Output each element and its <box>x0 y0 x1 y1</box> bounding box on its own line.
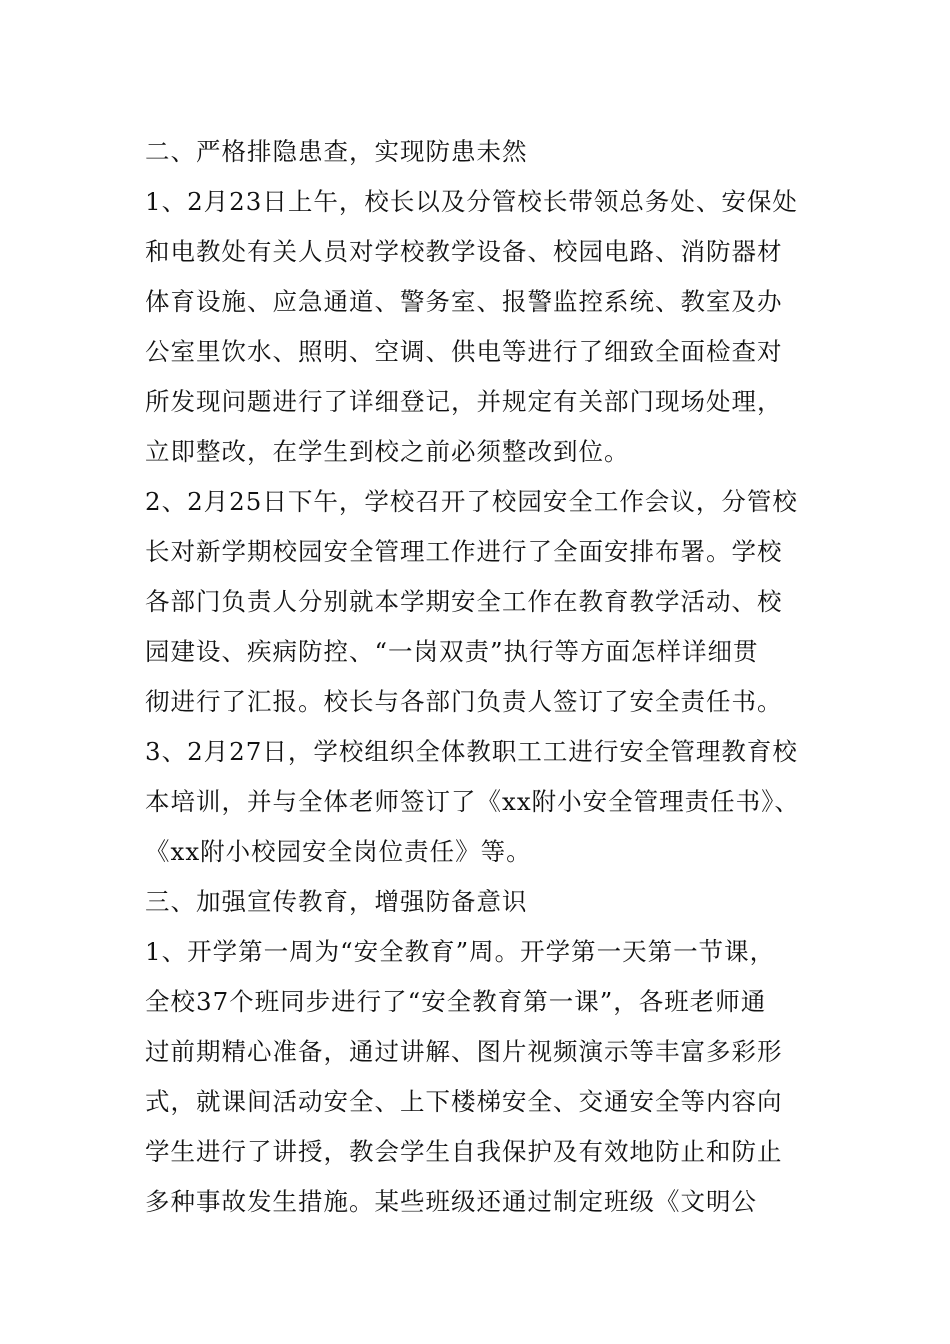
paragraph-line: 和电教处有关人员对学校教学设备、校园电路、消防器材 <box>145 237 783 266</box>
paragraph-line: 多种事故发生措施。某些班级还通过制定班级《文明公 <box>145 1187 757 1216</box>
paragraph-line: 1、2月23日上午，校长以及分管校长带领总务处、安保处 <box>145 187 798 216</box>
section-heading-3: 三、加强宣传教育，增强防备意识 <box>145 887 528 916</box>
paragraph-line: 所发现问题进行了详细登记，并规定有关部门现场处理， <box>145 387 783 416</box>
paragraph-line: 公室里饮水、照明、空调、供电等进行了细致全面检查对 <box>145 337 783 366</box>
paragraph-line: 3、2月27日，学校组织全体教职工工进行安全管理教育校 <box>145 737 798 766</box>
paragraph-line: 1、开学第一周为“安全教育”周。开学第一天第一节课， <box>145 937 776 966</box>
paragraph-line: 式，就课间活动安全、上下楼梯安全、交通安全等内容向 <box>145 1087 783 1116</box>
paragraph-line: 园建设、疾病防控、“一岗双责”执行等方面怎样详细贯 <box>145 637 759 666</box>
section-heading-2: 二、严格排隐患查，实现防患未然 <box>145 137 528 166</box>
paragraph-line: 全校37个班同步进行了“安全教育第一课”，各班老师通 <box>145 987 767 1016</box>
document-body <box>145 127 825 1227</box>
paragraph-line: 2、2月25日下午，学校召开了校园安全工作会议，分管校 <box>145 487 798 516</box>
paragraph-line: 立即整改，在学生到校之前必须整改到位。 <box>145 437 630 466</box>
paragraph-line: 本培训，并与全体老师签订了《xx附小安全管理责任书》、 <box>145 787 800 816</box>
paragraph-line: 过前期精心准备，通过讲解、图片视频演示等丰富多彩形 <box>145 1037 783 1066</box>
paragraph-line: 体育设施、应急通道、警务室、报警监控系统、教室及办 <box>145 287 783 316</box>
paragraph-line: 彻进行了汇报。校长与各部门负责人签订了安全责任书。 <box>145 687 783 716</box>
paragraph-line: 《xx附小校园安全岗位责任》等。 <box>145 837 532 866</box>
paragraph-line: 各部门负责人分别就本学期安全工作在教育教学活动、校 <box>145 587 783 616</box>
paragraph-line: 长对新学期校园安全管理工作进行了全面安排布署。学校 <box>145 537 783 566</box>
paragraph-line: 学生进行了讲授，教会学生自我保护及有效地防止和防止 <box>145 1137 783 1166</box>
